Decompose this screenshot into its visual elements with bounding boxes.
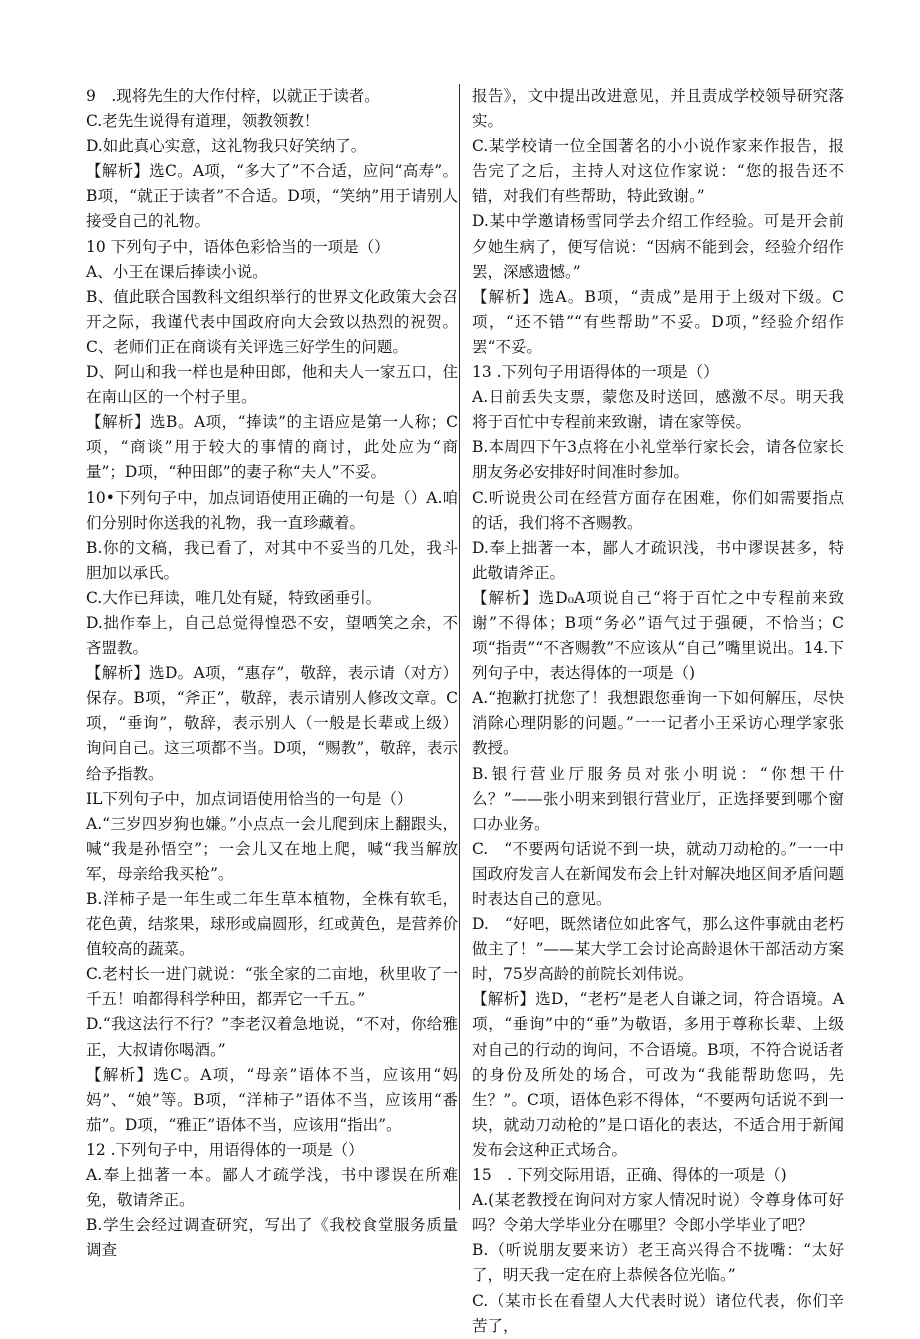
q9-option-d: D.如此真心实意，这礼物我只好笑纳了。 [86,137,367,156]
q11-analysis: 【解析】选C。A项，“母亲”语体不当，应该用“妈妈”、“娘”等。B项，“洋柿子”语体不当，应该用“番茄”。D项，“雅正”语体不当，应该用“指出”。 [86,1065,458,1134]
q14-option-d: D. “好吧，既然诸位如此客气，那么这件事就由老朽做主了！”——某大学工会讨论高龄退休干部活动方案时，75岁高龄的前院长刘伟说。 [472,915,844,984]
q11-option-c: C.老村长一进门就说：“张全家的二亩地，秋里收了一千五！咱都得科学种田，都弄它一千五。” [86,965,458,1009]
q13-option-b: B.本周四下午3点将在小礼堂举行家长会，请各位家长朋友务必安排好时间准时参加。 [472,438,844,482]
q10b-analysis: 【解析】选D。A项，“惠存”，敬辞，表示请（对方）保存。B项，“斧正”，敬辞，表示请别人修改文章。C项，“垂询”，敬辞，表示别人（一般是长辈或上级）询问自己。这三项都不当。D项，“赐教”，敬辞，表示给予指教。 [86,664,458,783]
q14-option-a: A.“抱歉打扰您了！我想跟您垂询一下如何解压，尽快消除心理阴影的问题。”一一记者小王采访心理学家张教授。 [472,689,844,758]
q15-option-b: B.（听说朋友要来访）老王高兴得合不拢嘴：“太好了，明天我一定在府上恭候各位光临。” [472,1241,844,1285]
left-column [86,84,458,1263]
q15-option-a: A.(某老教授在询问对方家人情况时说）令尊身体可好吗？令弟大学毕业分在哪里？令郎小学毕业了吧？ [472,1191,844,1235]
q9-analysis: 【解析】选C。A项，“多大了”不合适，应问“高寿”。B项，“就正于读者”不合适。D项，“笑纳”用于请别人接受自己的礼物。 [86,162,458,231]
q13-option-a: A.日前丢失支票，蒙您及时送回，感激不尽。明天我将于百忙中专程前来致谢，请在家等侯。 [472,388,844,432]
q11-option-b: B.洋柿子是一年生或二年生草本植物，全株有软毛，花色黄，结浆果，球形或扁圆形，红或黄色，是营养价值较高的蔬菜。 [86,890,459,959]
right-column [472,84,844,1339]
q11-option-d: D.“我这法行不行？”李老汉着急地说，“不对，你给雅正，大叔请你喝酒。” [86,1015,458,1059]
q10b-option-d: D.拙作奉上，自己总觉得惶恐不安，望哂笑之余，不吝盟教。 [86,613,458,658]
q13-option-c: C.听说贵公司在经营方面存在困难，你们如需要指点的话，我们将不吝赐教。 [472,488,844,532]
q12-option-a: A.奉上拙著一本。鄙人才疏学浅，书中谬误在所难免，敬请斧正。 [86,1166,458,1210]
q10-option-a: A、小王在课后捧读小说。 [86,262,268,281]
q12-option-c: C.某学校请一位全国著名的小小说作家来作报告，报告完了之后，主持人对这位作家说：“您的报告还不错，对我们有些帮助，特此致谢。” [472,137,844,206]
q14-option-c: C. “不要两句话说不到一块，就动刀动枪的。”一一中国政府发言人在新闻发布会上针对解决地区间矛盾问题时表达自己的意见。 [472,839,845,908]
q13-option-d: D.奉上拙著一本，鄙人才疏识浅，书中谬误甚多，特此敬请斧正。 [472,538,844,582]
q10b-option-b: B.你的文稿，我已看了，对其中不妥当的几处，我斗胆加以承氏。 [86,538,458,582]
column-divider [459,84,460,1210]
q15-stem: 15 . 下列交际用语，正确、得体的一项是（) [472,1166,787,1185]
q11-stem: IL下列句子中，加点词语使用恰当的一句是（） [86,789,413,808]
q11-option-a: A.“三岁四岁狗也嫌。”小点点一会儿爬到床上翻跟头，喊“我是孙悟空”；一会儿又在地上爬，喊“我当解放军，母亲给我买枪”。 [86,814,458,883]
q10-analysis: 【解析】选B。A项，“捧读”的主语应是第一人称；C项，“商谈”用于较大的事情的商讨，此处应为“商量”；D项，“种田郎”的妻子称“夫人”不妥。 [86,413,458,482]
q13-analysis-q14-stem: 【解析】选D₀A项说自己“将于百忙之中专程前来致谢”不得体；B项“务必”语气过于强硬，不恰当；C项“指责”“不吝赐教”不应该从“自己”嘴里说出。14.下列句子中，表达得体的一项是（) [472,588,844,683]
q10b-option-c: C.大作已拜读，唯几处有疑，特致函垂引。 [86,588,382,607]
q15-option-c-start: C.（某市长在看望人大代表时说）诸位代表，你们辛苦了， [472,1291,844,1335]
q10b-stem-option-a: 10•下列句子中，加点词语使用正确的一句是（）A.咱们分别时你送我的礼物，我一直珍藏着。 [86,488,458,532]
q12-analysis: 【解析】选A。B项，“责成”是用于上级对下级。C项，“还不错”“有些帮助”不妥。D项，”经验介绍作罢“不妥。 [472,287,844,356]
q9-option-b: 9 .现将先生的大作付梓，以就正于读者。 [86,87,380,105]
q10-option-b-c: B、值此联合国教科文组织举行的世界文化政策大会召开之际，我谨代表中国政府向大会致以热烈的祝贺。C、老师们正在商谈有关评选三好学生的问题。 [86,287,458,356]
q12-stem: 12 .下列句子中，用语得体的一项是（） [86,1140,364,1159]
q13-stem: 13 .下列句子用语得体的一项是（） [472,363,719,382]
q10-option-d: D、阿山和我一样也是种田郎，他和夫人一家五口，住在南山区的一个村子里。 [86,363,458,407]
q12-option-b-end: 报告》，文中提出改进意见，并且责成学校领导研究落实。 [472,87,844,131]
q12-option-b-start: B.学生会经过调查研究，写出了《我校食堂服务质量调查 [86,1216,458,1260]
q10-stem: 10 下列句子中，语体色彩恰当的一项是（） [86,237,390,256]
q9-option-c: C.老先生说得有道理，领教领教！ [86,112,320,131]
q14-analysis: 【解析】选D，“老朽”是老人自谦之词，符合语境。A项，“垂询”中的“垂”为敬语，多用于尊称长辈、上级对自己的行动的询问，不合语境。B项，不符合说话者的身份及所处的场合，可改为“我能帮助您吗，先生？”。C项，语体色彩不得体，“不要两句话说不到一块，就动刀动枪的”是口语化的表达，不适合用于新闻发布会这种正式场合。 [472,990,844,1159]
q14-option-b: B.银行营业厅服务员对张小明说：“你想干什么？”——张小明来到银行营业厅，正选择要到哪个窗口办业务。 [472,764,844,833]
q12-option-d: D.某中学邀请杨雪同学去介绍工作经验。可是开会前夕她生病了，便写信说：“因病不能到会，经验介绍作罢，深感遗憾。” [472,212,844,281]
